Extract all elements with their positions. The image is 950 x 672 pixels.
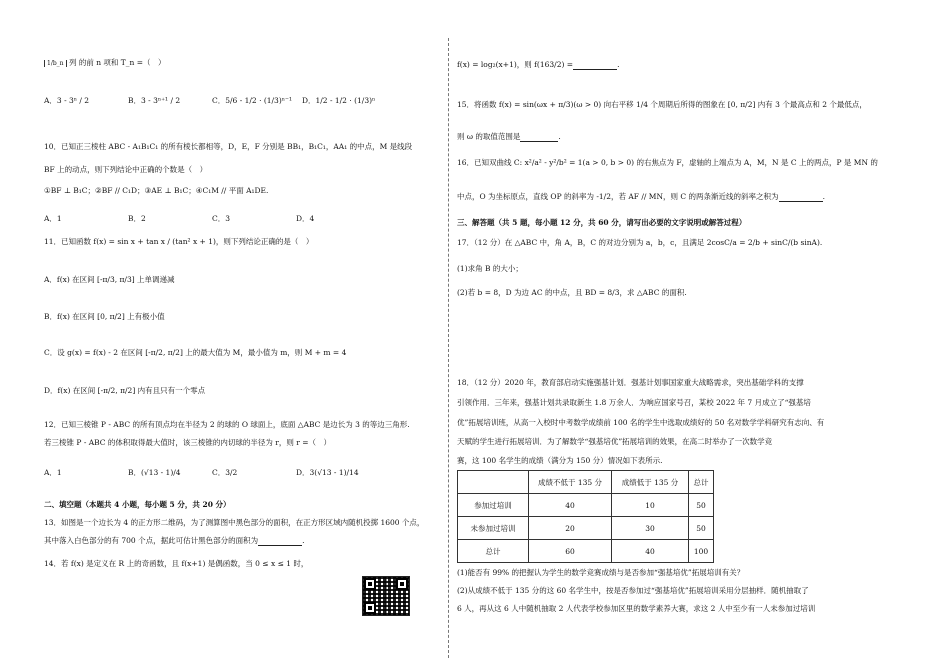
q11-option-d: D．f(x) 在区间 [-π/2, π/2] 内有且只有一个零点 [44, 386, 206, 395]
q18-part2a: (2)从成绩不低于 135 分的这 60 名学生中，按是否参加过“强基培优”拓展培训采用分层抽样．随机抽取了 [457, 586, 809, 595]
table-row [458, 517, 714, 540]
table-header-cell: 总计 [689, 471, 714, 494]
q18-line2: 引领作用．三年来，强基计划共录取新生 1.8 万余人．为响应国家号召，某校 2022 年 7 月成立了“强基培 [457, 398, 811, 407]
column-divider [448, 38, 449, 658]
q17-part1: (1)求角 B 的大小； [457, 264, 523, 273]
q10-line2: BF 上的动点，则下列结论中正确的个数是（ ） [44, 165, 208, 174]
table-cell: 50 [689, 517, 714, 540]
q12-line1: 12．已知三棱锥 P - ABC 的所有顶点均在半径为 2 的球的 O 球面上，底面 △ABC 是边长为 3 的等边三角形. [44, 420, 410, 429]
table-cell: 参加过培训 [458, 494, 529, 517]
q13-answer-blank [258, 537, 302, 546]
q11-option-a: A．f(x) 在区间 [-π/3, π/3] 上单调递减 [44, 275, 175, 284]
q17-part2: (2)若 b = 8，D 为边 AC 的中点，且 BD = 8/3，求 △ABC 的面积. [457, 288, 687, 297]
table-header-cell: 成绩低于 135 分 [612, 471, 689, 494]
q12-option-d: D．3(√13 - 1)/14 [296, 468, 359, 477]
q14-answer-blank [573, 61, 617, 70]
table-cell: 50 [689, 494, 714, 517]
q9-option-c: C．5/6 - 1/2 · (1/3)ⁿ⁻¹ [212, 96, 292, 105]
q10-option-d: D．4 [296, 214, 315, 223]
q9-bracket: 1/b_n [44, 60, 67, 67]
q12-option-a: A．1 [44, 468, 62, 477]
q18-line1: 18．（12 分）2020 年，教育部启动实施强基计划．强基计划事国家重大战略需求，突出基础学科的支撑 [457, 378, 804, 387]
table-cell: 10 [612, 494, 689, 517]
table-cell: 100 [689, 540, 714, 563]
q18-part1: (1)能否有 99% 的把握认为学生的数学竞赛成绩与是否参加“强基培优”拓展培训有关？ [457, 568, 745, 577]
table-cell: 40 [612, 540, 689, 563]
table-cell: 未参加过培训 [458, 517, 529, 540]
table-header-row [458, 471, 714, 494]
q10-option-b: B．2 [128, 214, 146, 223]
q12-line2: 若三棱锥 P - ABC 的体积取得最大值时，该三棱锥的内切球的半径为 r，则 r =（ ） [44, 438, 332, 447]
table-row [458, 540, 714, 563]
q11-option-c: C．设 g(x) = f(x) - 2 在区间 [-π/2, π/2] 上的最大值为 M，最小值为 m，则 M + m = 4 [44, 348, 347, 357]
q9-option-d: D．1/2 - 1/2 · (1/3)ⁿ [302, 96, 376, 105]
q13-line1: 13．如图是一个边长为 4 的正方形二维码，为了测算图中黑色部分的面积，在正方形区域内随机投掷 1600 个点， [44, 518, 425, 527]
q15-line2: 则 ω 的取值范围是 . [457, 132, 561, 141]
table-cell: 60 [529, 540, 612, 563]
q16-line1: 16．已知双曲线 C: x²/a² - y²/b² = 1(a > 0, b > 0) 的右焦点为 F，虚轴的上端点为 A，M，N 是 C 上的两点，P 是 MN 的 [457, 158, 878, 167]
q9-option-a: A．3 - 3ⁿ / 2 [44, 96, 90, 105]
section3-title: 三、解答题（共 5 题，每小题 12 分，共 60 分，请写出必要的文字说明或解答过程） [457, 218, 747, 227]
q13-line2: 其中落入白色部分的有 700 个点，据此可估计黑色部分的面积为 . [44, 536, 305, 545]
score-table [457, 470, 714, 563]
q14-line1: 14．若 f(x) 是定义在 R 上的奇函数，且 f(x+1) 是偶函数，当 0 ≤ x ≤ 1 时， [44, 559, 309, 568]
q10-option-c: C．3 [212, 214, 231, 223]
q9-option-b: B．3 - 3ⁿ⁺¹ / 2 [128, 96, 181, 105]
q10-line3: ①BF ⊥ B₁C；②BF // C₁D；③AE ⊥ B₁C；④C₁M // 平面 A₁DE. [44, 186, 269, 195]
q17-line1: 17．（12 分）在 △ABC 中，角 A，B，C 的对边分别为 a，b，c，且满足 2cosC/a = 2/b + sinC/(b sinA). [457, 238, 823, 247]
q15-answer-blank [520, 133, 558, 142]
q10-line1: 10．已知正三棱柱 ABC - A₁B₁C₁ 的所有棱长都相等，D，E，F 分别是 BB₁，B₁C₁，AA₁ 的中点，M 是线段 [44, 142, 413, 151]
q11-line1: 11．已知函数 f(x) = sin x + tan x / (tan² x + 1)，则下列结论正确的是（ ） [44, 237, 314, 246]
table-cell: 40 [529, 494, 612, 517]
q16-line2: 中点，O 为坐标原点，直线 OP 的斜率为 -1/2，若 AF // MN，则 C 的两条渐近线的斜率之积为 . [457, 192, 825, 201]
table-cell: 30 [612, 517, 689, 540]
table-header-cell: 成绩不低于 135 分 [529, 471, 612, 494]
q11-option-b: B．f(x) 在区间 [0, π/2] 上有极小值 [44, 312, 165, 321]
q14-tail: f(x) = log₂(x+1)，则 f(163/2) = . [457, 60, 620, 69]
table-header-cell [458, 471, 529, 494]
table-cell: 20 [529, 517, 612, 540]
q16-answer-blank [779, 193, 823, 202]
q15-line1: 15．将函数 f(x) = sin(ωx + π/3)(ω > 0) 向右平移 1/4 个周期后所得的图象在 [0, π/2] 内有 3 个最高点和 2 个最低点， [457, 100, 867, 109]
q10-option-a: A．1 [44, 214, 62, 223]
section2-title: 二、填空题（本题共 4 小题，每小题 5 分，共 20 分） [44, 500, 231, 509]
q18-line3: 优”拓展培训班，从高一入校时中考数学成绩前 100 名的学生中选取成绩好的 50 名对数学学科研究有志向、有 [457, 418, 825, 427]
q18-part2b: 6 人，再从这 6 人中随机抽取 2 人代表学校参加区里的数学素养大赛，求这 2 人中至少有一人未参加过培训 [457, 604, 816, 613]
q12-option-b: B．(√13 - 1)/4 [128, 468, 181, 477]
q9-tail: 1/b_n 列 的前 n 项和 T_n =（ ） [44, 58, 166, 68]
table-cell: 总计 [458, 540, 529, 563]
q18-line4: 天赋的学生进行拓展培训．为了解数学“强基培优”拓展培训的效果，在高二时举办了一次数学竞 [457, 437, 773, 446]
qr-code-image [362, 576, 410, 616]
q18-line5: 赛，这 100 名学生的成绩（满分为 150 分）情况如下表所示. [457, 456, 663, 465]
q12-option-c: C．3/2 [212, 468, 238, 477]
table-row [458, 494, 714, 517]
